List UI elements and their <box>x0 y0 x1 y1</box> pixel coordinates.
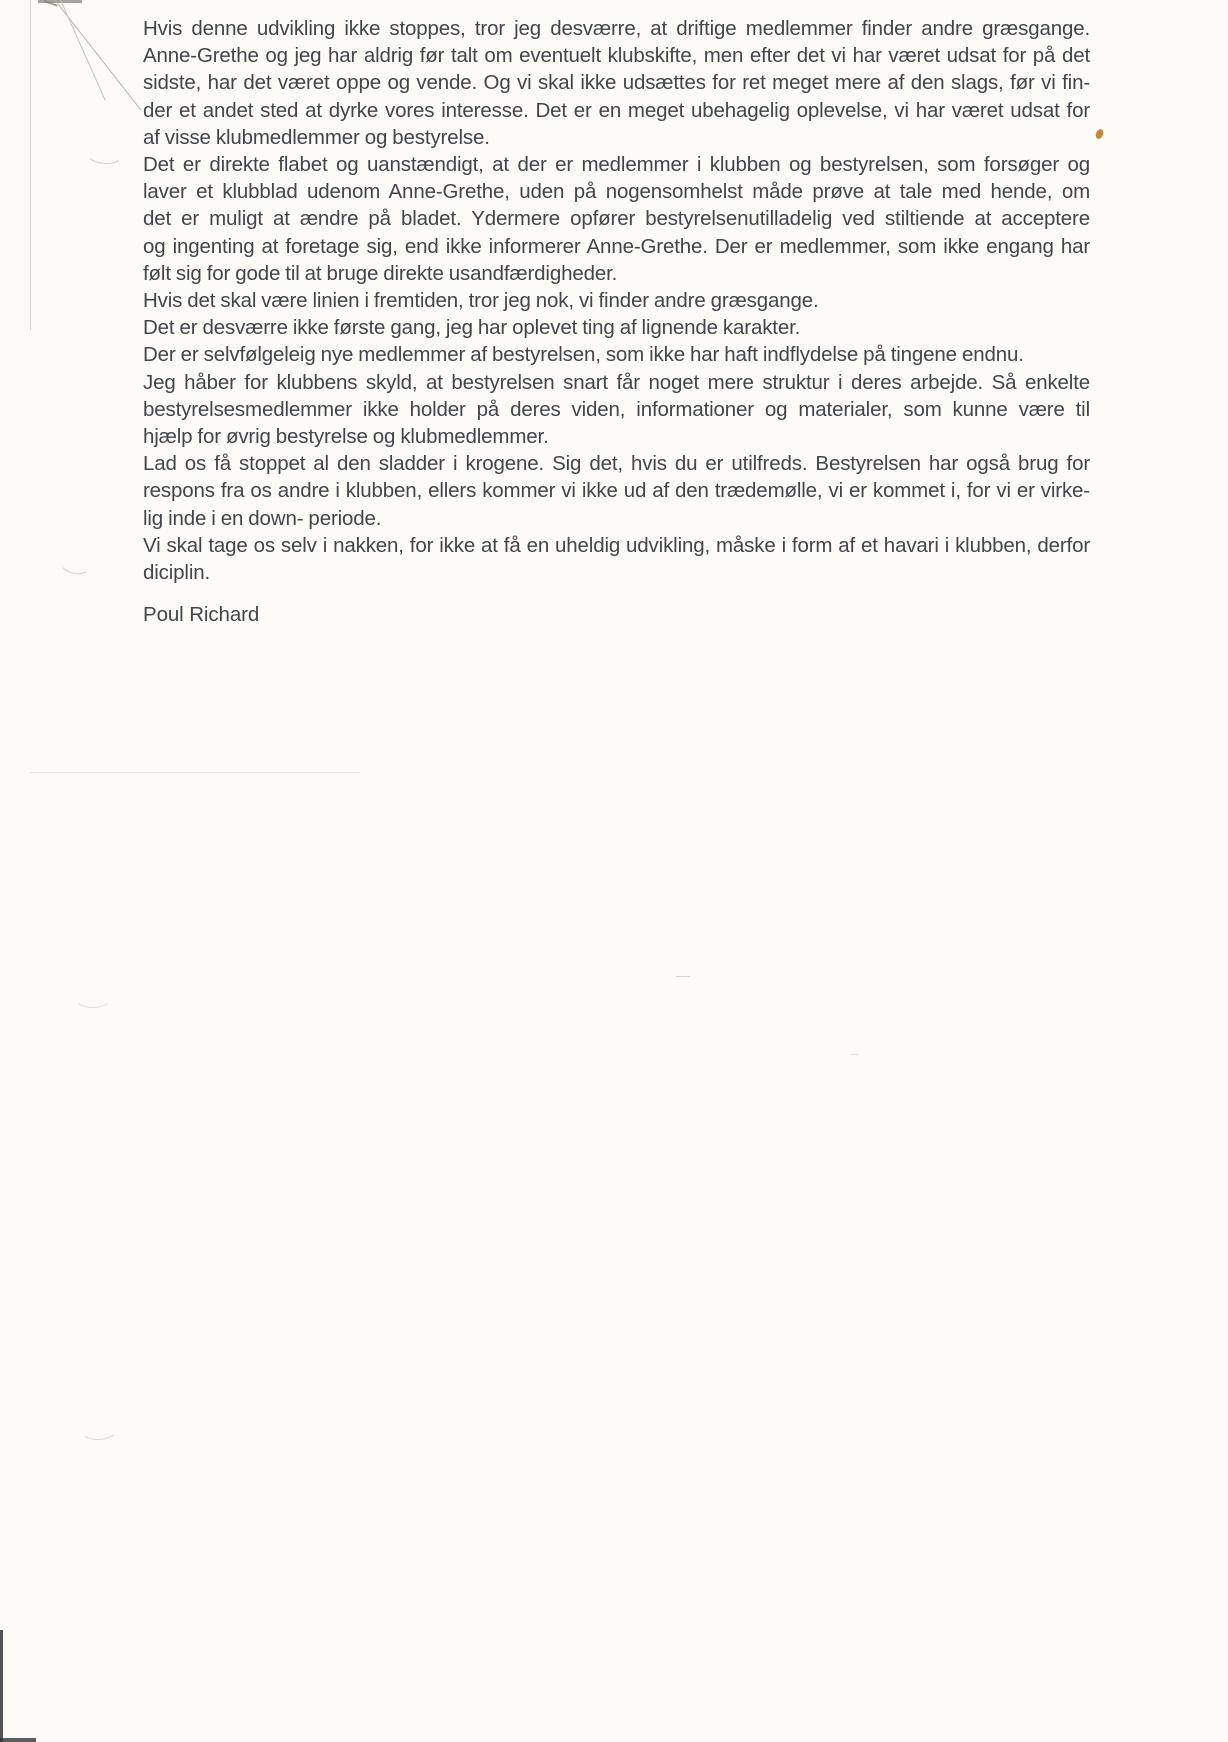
punch-hole-shadow <box>74 986 112 1008</box>
punch-hole-shadow <box>58 549 93 576</box>
letter-line: Det er desværre ikke første gang, jeg har oplevet ting af lignende karakter. <box>143 316 801 340</box>
letter-line: Der er selvfølgeleig nye medlemmer af bestyrelsen, som ikke har haft indflydelse på tingene endnu. <box>143 343 1024 367</box>
letter-line: lig inde i en down- periode. <box>143 506 382 530</box>
paper-edge-line <box>30 0 31 330</box>
corner-crease-mark <box>60 0 106 100</box>
letter-line: Vi skal tage os selv i nakken, for ikke at få en uheldig udvikling, måske i form af et havari i klubben, derfor <box>143 533 1090 557</box>
letter-line: Hvis det skal være linien i fremtiden, tror jeg nok, vi finder andre græsgange. <box>143 289 819 313</box>
scan-edge-left-mark <box>0 1630 3 1742</box>
letter-line: det er muligt at ændre på bladet. Ydermere opfører bestyrelsenutilladelig ved stiltiende at acceptere <box>143 207 1090 231</box>
scan-speck <box>676 976 690 977</box>
letter-line: hjælp for øvrig bestyrelse og klubmedlemmer. <box>143 425 549 449</box>
punch-hole-shadow <box>85 141 124 166</box>
scan-speck <box>850 1054 858 1055</box>
letter-line: Anne-Grethe og jeg har aldrig før talt om eventuelt klubskifte, men efter det vi har været udsat for på det <box>143 44 1090 68</box>
letter-line: og ingenting at foretage sig, end ikke informerer Anne-Grethe. Der er medlemmer, som ikke engang har <box>143 234 1090 258</box>
letter-line: laver et klubblad udenom Anne-Grethe, uden på nogensomhelst måde prøve at tale med hende, om <box>143 180 1090 204</box>
letter-line: Jeg håber for klubbens skyld, at bestyrelsen snart får noget mere struktur i deres arbejde. Så enkelte <box>143 370 1090 394</box>
letter-line: der et andet sted at dyrke vores interesse. Det er en meget ubehagelig oplevelse, vi har været udsat for <box>143 98 1090 122</box>
letter-line: diciplin. <box>143 561 211 585</box>
letter-line: Lad os få stoppet al den sladder i krogene. Sig det, hvis du er utilfreds. Bestyrelsen har også brug for <box>143 452 1090 476</box>
letter-body <box>143 15 1090 586</box>
corner-crease-mark <box>48 0 141 110</box>
punch-hole-shadow <box>79 1417 118 1441</box>
signature-name: Poul Richard <box>143 603 260 626</box>
letter-line: Det er direkte flabet og uanstændigt, at der er medlemmer i klubben og bestyrelsen, som forsøger og <box>143 153 1090 177</box>
letter-line: af visse klubmedlemmer og bestyrelse. <box>143 125 490 149</box>
letter-line: respons fra os andre i klubben, ellers kommer vi ikke ud af den trædemølle, vi er kommet i, for vi er virke- <box>143 479 1090 503</box>
paper-fold-line <box>30 772 360 773</box>
letter-line: bestyrelsesmedlemmer ikke holder på deres viden, informationer og materialer, som kunne være til <box>143 397 1090 421</box>
stain-speck <box>1095 128 1104 139</box>
scan-edge-bottom-mark <box>0 1738 36 1742</box>
letter-line: følt sig for gode til at bruge direkte usandfærdigheder. <box>143 261 618 285</box>
letter-line: Hvis denne udvikling ikke stoppes, tror jeg desværre, at driftige medlemmer finder andre græsgange. <box>143 17 1090 40</box>
letter-line: sidste, har det været oppe og vende. Og vi skal ikke udsættes for ret meget mere af den slags, før vi fin- <box>143 71 1090 95</box>
